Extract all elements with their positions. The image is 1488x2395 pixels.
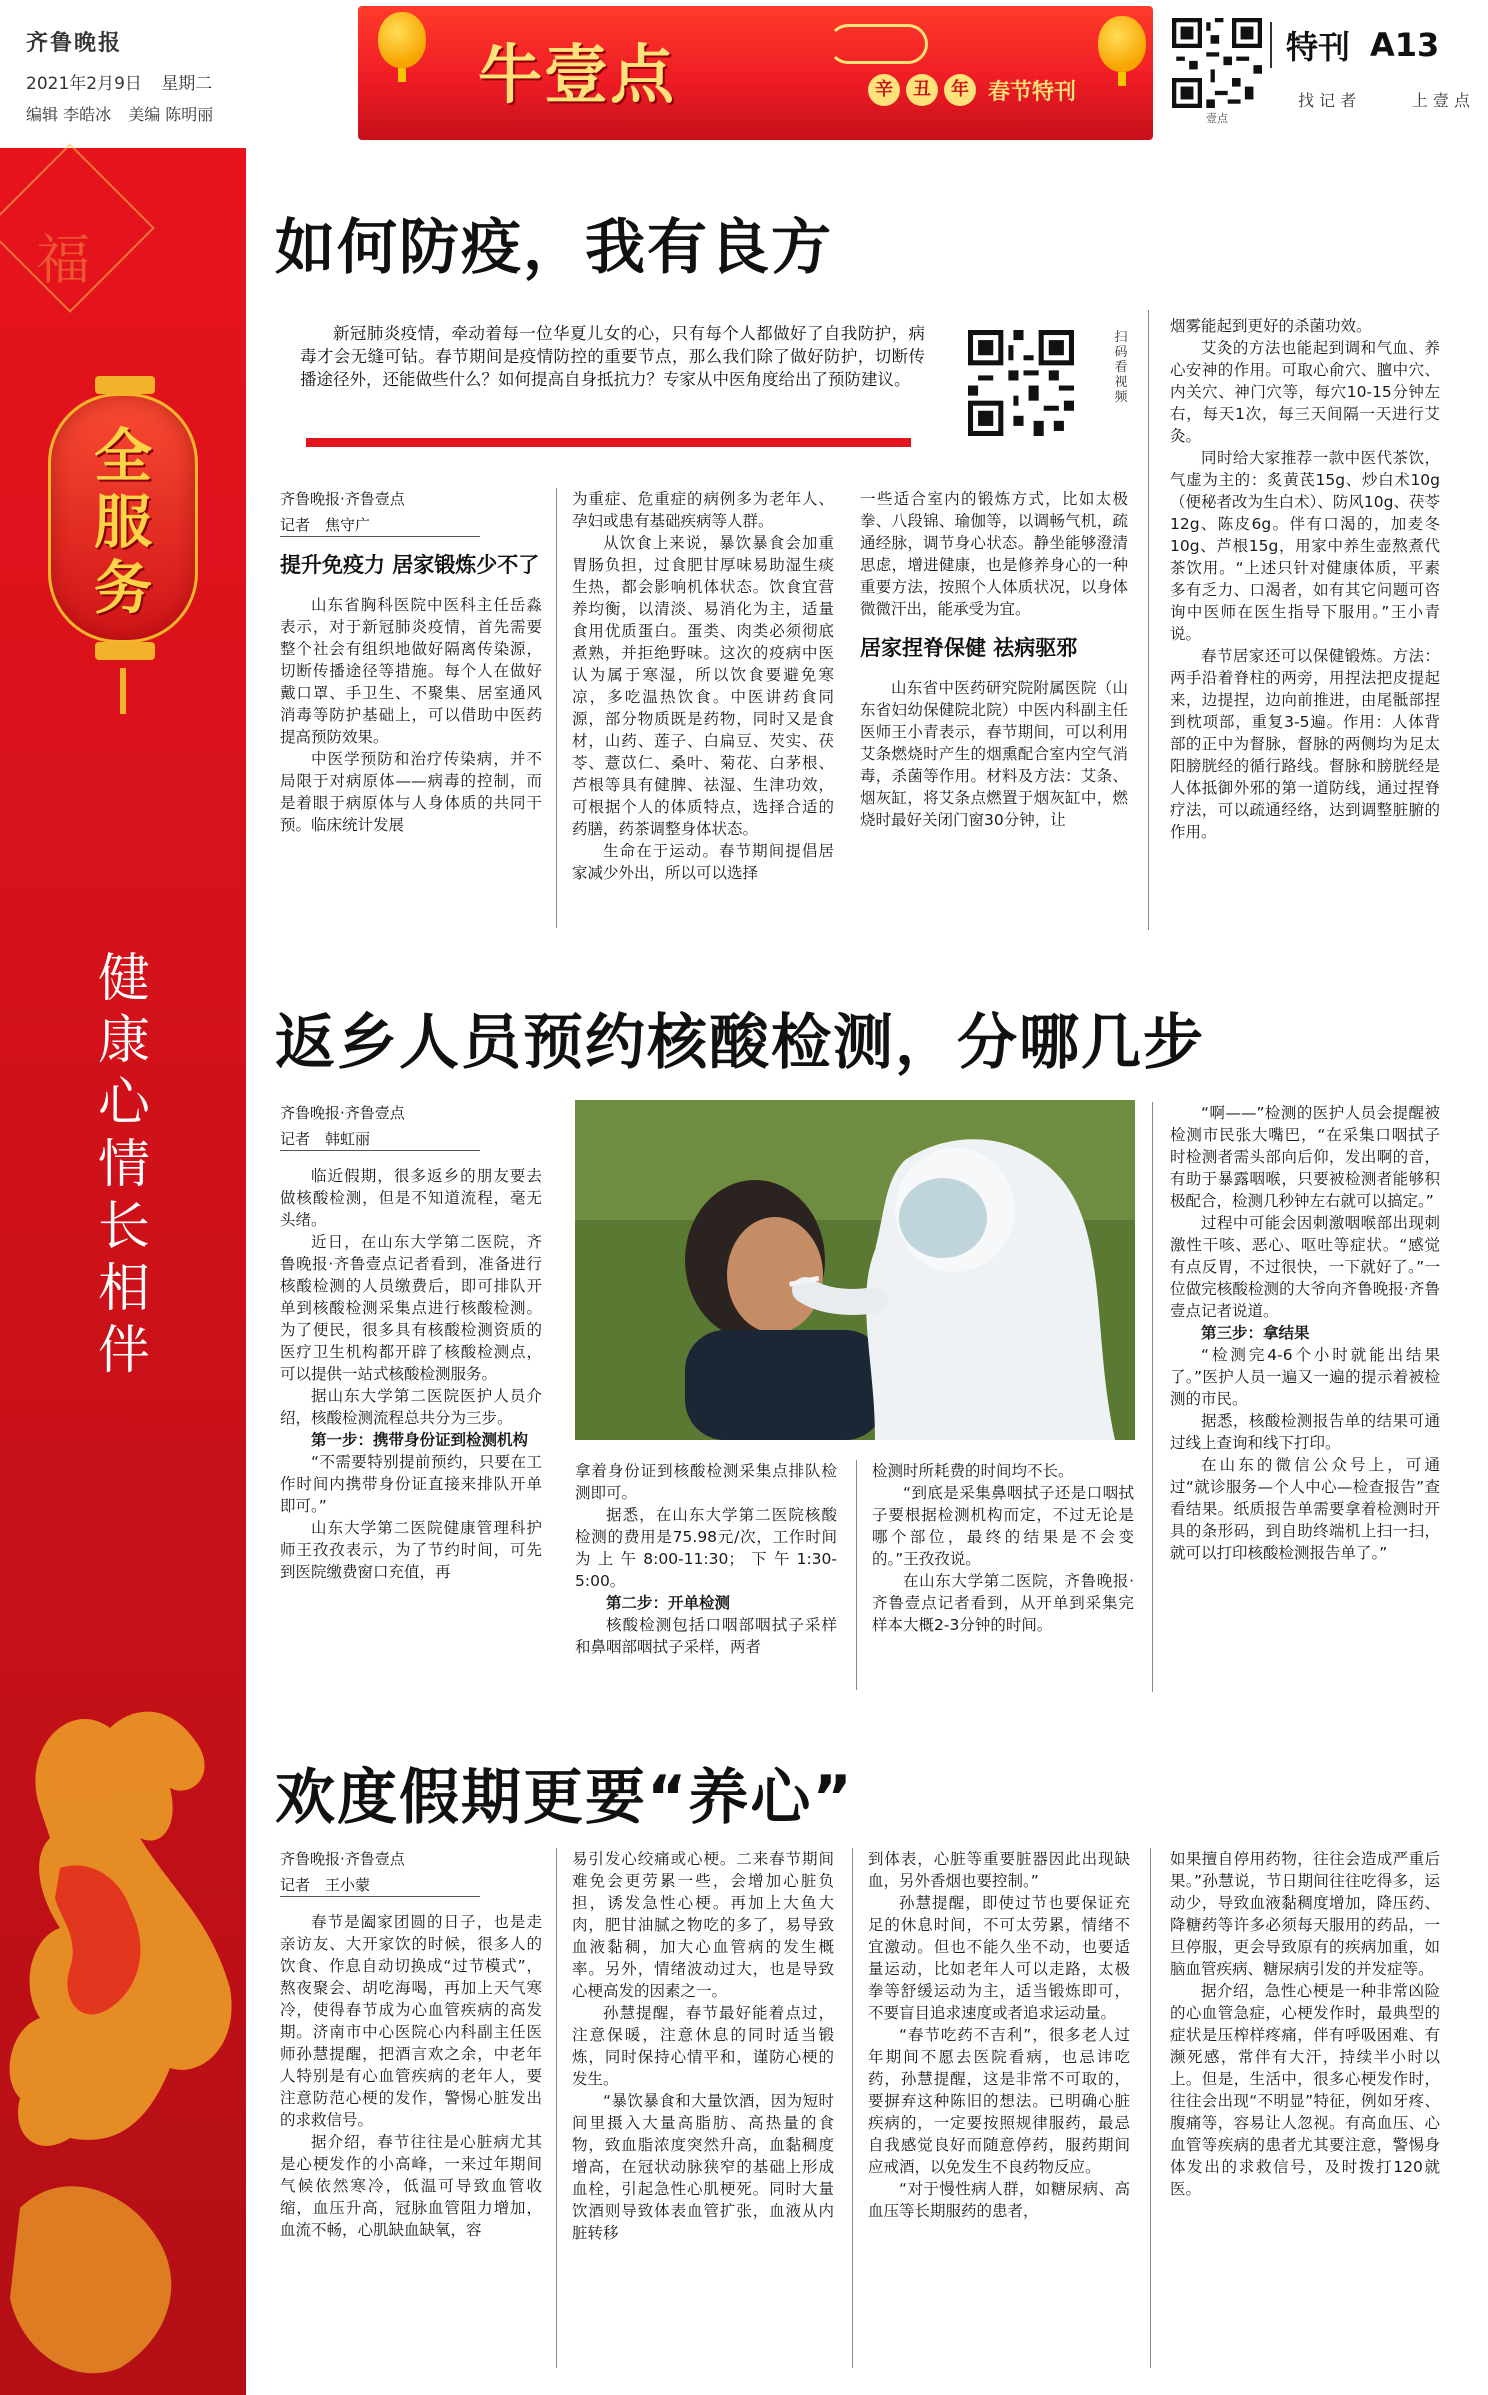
article2-col1 [280, 1102, 542, 1702]
paragraph: 在山东的微信公众号上，可通过“就诊服务—个人中心—检查报告”查看结果。纸质报告单需要拿着检测时开具的条形码，到自助终端机上扫一扫，就可以打印核酸检测报告单了。” [1170, 1456, 1440, 1562]
nucleic-acid-test-photo [575, 1100, 1135, 1440]
fu-ornament [0, 143, 155, 313]
banner-subtitle [868, 74, 1076, 106]
paragraph: “到底是采集鼻咽拭子还是口咽拭子要根据检测机构而定，不过无论是哪个部位，最终的结果是不会变的。”王孜孜说。 [872, 1484, 1134, 1568]
paragraph: 春节是阖家团圆的日子，也是走亲访友、大开家饮的时候，很多人的饮食、作息自动切换成“过节模式”，熬夜聚会、胡吃海喝，再加上天气寒冷，使得春节成为心血管疾病的高发期。济南市中心医院心内科副主任医师孙慧提醒，把酒言欢之余，中老年人特别是有心血管疾病的老年人，要注意防范心梗的发作，警惕心脏发出的求救信号。 [280, 1913, 542, 2129]
red-divider [306, 438, 911, 447]
date: 2021年2月9日 [26, 74, 142, 94]
find-reporter-app: 上 壹 点 [1411, 91, 1470, 110]
article3-col1 [280, 1848, 542, 2378]
byline: 齐鲁晚报·齐鲁壹点 [280, 1104, 405, 1122]
column-divider [1150, 1848, 1151, 2368]
paragraph: 在山东大学第二医院，齐鲁晚报·齐鲁壹点记者看到，从开单到采集完样本大概2-3分钟的时间。 [872, 1572, 1134, 1634]
paragraph: 孙慧提醒，春节最好能着点过，注意保暖，注意休息的同时适当锻炼，同时保持心情平和，谨防心梗的发生。 [572, 2004, 834, 2088]
article3-col4 [1170, 1848, 1440, 2378]
article2-col3 [872, 1460, 1134, 1700]
column-divider [556, 1848, 557, 2368]
paragraph: “暴饮暴食和大量饮酒，因为短时间里摄入大量高脂肪、高热量的食物，致血脂浓度突然升高，血黏稠度增高，在冠状动脉狭窄的基础上形成血栓，引起急性心肌梗死。同时大量饮酒则导致体表血管扩张，血液从内脏转移 [572, 2092, 834, 2242]
paragraph: 孙慧提醒，即使过节也要保证充足的休息时间，不可太劳累，情绪不宜激动。但也不能久坐不动，也要适量运动，比如老年人可以走路，太极拳等舒缓运动为主，适当锻炼即可，不要盲目追求速度或者追求运动量。 [868, 1894, 1130, 2022]
paragraph: 为重症、危重症的病例多为老年人、孕妇或患有基础疾病等人群。 [572, 490, 834, 530]
column-divider [852, 1848, 853, 2368]
find-reporter [1270, 88, 1470, 111]
page-number: A13 [1370, 26, 1440, 64]
paragraph: 山东省中医药研究院附属医院（山东省妇幼保健院北院）中医内科副主任医师王小青表示，春节期间，可以利用艾条燃烧时产生的烟熏配合室内空气消毒，杀菌等作用。材料及方法：艾条、烟灰缸，将艾条点燃置于烟灰缸中，燃烧时最好关闭门窗30分钟，让 [860, 679, 1128, 829]
article1-col1 [280, 488, 542, 958]
paragraph: 烟雾能起到更好的杀菌功效。 [1170, 317, 1372, 335]
paragraph: 到体表，心脏等重要脏器因此出现缺血，另外香烟也要控制。” [868, 1850, 1130, 1890]
qr-code-icon[interactable] [1172, 18, 1262, 108]
banner-subtitle-text: 春节特刊 [988, 79, 1077, 105]
column-divider [1152, 1102, 1153, 1692]
year-char: 丑 [906, 74, 938, 106]
headline: 返乡人员预约核酸检测，分哪几步 [275, 1008, 1205, 1078]
slogan: 健康心情长相伴 [97, 949, 150, 1381]
paragraph: 如果擅自停用药物，往往会造成严重后果。”孙慧说，节日期间往往吃得多，运动少，导致血液黏稠度增加，降压药、降糖药等许多必须每天服用的药品，一旦停服，更会导致原有的疾病加重，如脑血管疾病、糖尿病引发的并发症等。 [1170, 1850, 1440, 1978]
paragraph: 据悉，核酸检测报告单的结果可通过线上查询和线下打印。 [1170, 1412, 1440, 1452]
paragraph: 山东大学第二医院健康管理科护师王孜孜表示，为了节约时间，可先到医院缴费窗口充值，再 [280, 1519, 542, 1581]
step-title: 第三步：拿结果 [1201, 1324, 1310, 1342]
article1-col3 [860, 488, 1128, 958]
article3-col2 [572, 1848, 834, 2378]
weekday: 星期二 [161, 74, 213, 94]
lede: 新冠肺炎疫情，牵动着每一位华夏儿女的心，只有每个人都做好了自我防护，病毒才会无缝可钻。春节期间是疫情防控的重要节点，那么我们除了做好防护，切断传播途径外，还能做些什么？如何提高自身抵抗力？专家从中医角度给出了预防建议。 [300, 324, 925, 389]
paragraph: 检测时所耗费的时间均不长。 [872, 1462, 1074, 1480]
festival-banner [358, 6, 1153, 140]
qr-label: 扫码看视频 [1114, 330, 1128, 405]
tassel-icon [120, 668, 126, 714]
year-char: 年 [944, 74, 976, 106]
paragraph: 易引发心绞痛或心梗。二来春节期间难免会更劳累一些，会增加心脏负担，诱发急性心梗。再加上大鱼大肉，肥甘油腻之物吃的多了，易导致血液黏稠，加大心血管病的发生概率。另外，情绪波动过大，也是导致心梗高发的因素之一。 [572, 1850, 834, 2000]
banner-title: 牛壹点 [478, 38, 676, 113]
column-divider [856, 1460, 857, 1690]
paragraph: “不需要特别提前预约，只要在工作时间内携带身份证直接来排队开单即可。” [280, 1453, 542, 1515]
reporter-name: 记者 焦守广 [280, 514, 480, 537]
article3-col3 [868, 1848, 1130, 2378]
masthead [0, 0, 1488, 148]
article2-col2 [575, 1460, 837, 1700]
step-title: 第二步：开单检测 [606, 1594, 731, 1612]
section-info [1270, 22, 1470, 111]
paragraph: 艾灸的方法也能起到调和气血、养心安神的作用。可取心俞穴、膻中穴、内关穴、神门穴等，每穴10-15分钟左右，每天1次，每三天间隔一天进行艾灸。 [1170, 339, 1440, 445]
reporter-name: 记者 王小蒙 [280, 1874, 480, 1897]
paragraph: 一些适合室内的锻炼方式，比如太极拳、八段锦、瑜伽等，以调畅气机，疏通经脉，调节身心状态。静坐能够澄清思虑，增进健康，也是修养身心的一种重要方法，按照个人体质状况，以身体微微汗出，能承受为宜。 [860, 490, 1128, 618]
decorative-side-band [0, 148, 246, 2395]
byline: 齐鲁晚报·齐鲁壹点 [280, 490, 405, 508]
headline: 欢度假期更要“养心” [275, 1763, 854, 1833]
fu-char: 福 [36, 228, 91, 292]
issue-date [26, 69, 356, 94]
reporter-name: 记者 韩虹丽 [280, 1128, 480, 1151]
headline: 如何防疫，我有良方 [275, 213, 833, 283]
ox-papercut-icon [0, 1688, 246, 2388]
paragraph: 从饮食上来说，暴饮暴食会加重胃肠负担，过食肥甘厚味易助湿生痰生热，都会影响机体状态。饮食宜营养均衡，以清淡、易消化为主，适量食用优质蛋白。蛋类、肉类必须彻底煮熟，并拒绝野味。这次的疫病中医认为属于寒湿，所以饮食要避免寒凉，多吃温热饮食。中医讲药食同源，部分物质既是药物，同时又是食材，山药、莲子、白扁豆、芡实、茯苓、薏苡仁、桑叶、菊花、白茅根、芦根等具有健脾、祛湿、生津功效，可根据个人的体质特点，选择合适的药膳，药茶调整身体状态。 [572, 534, 834, 838]
paragraph: 据介绍，急性心梗是一种非常凶险的心血管急症，心梗发作时，最典型的症状是压榨样疼痛，伴有呼吸困难、有濒死感，常伴有大汗，持续半小时以上。但是，生活中，很多心梗发作时，往往会出现“不明显”特征，例如牙疼、腹痛等，容易让人忽视。有高血压、心血管等疾病的患者尤其要注意，警惕身体发出的求救信号，及时拨打120就医。 [1170, 1982, 1440, 2198]
section-row [1270, 22, 1470, 68]
section-name: 特刊 [1286, 28, 1351, 66]
article2-col4 [1170, 1102, 1440, 1702]
paragraph: 近日，在山东大学第二医院，齐鲁晚报·齐鲁壹点记者看到，准备进行核酸检测的人员缴费后，即可排队开单到核酸检测采集点进行核酸检测。为了便民，很多具有核酸检测资质的医疗卫生机构都开辟了核酸检测点，可以提供一站式核酸检测服务。 [280, 1233, 542, 1383]
paragraph: 中医学预防和治疗传染病，并不局限于对病原体——病毒的控制，而是着眼于病原体与人身体质的共同干预。临床统计发展 [280, 750, 542, 834]
paragraph: 山东省胸科医院中医科主任岳淼表示，对于新冠肺炎疫情，首先需要整个社会有组织地做好隔离传染源，切断传播途径等措施。每个人在做好戴口罩、手卫生、不聚集、居室通风消毒等防护基础上，可以借助中医药提高预防效果。 [280, 596, 542, 746]
paragraph: “检测完4-6个小时就能出结果了。”医护人员一遍又一遍的提示着被检测的市民。 [1170, 1346, 1440, 1408]
article1-col4 [1170, 315, 1440, 955]
reporter [280, 1128, 542, 1151]
year-char: 辛 [868, 74, 900, 106]
paper-name: 齐鲁晚报 [26, 30, 123, 56]
paragraph: 同时给大家推荐一款中医代茶饮，气虚为主的：炙黄芪15g、炒白术10g（便秘者改为生白术）、防风10g、茯苓12g、陈皮6g。伴有口渴的，加麦冬10g、芦根15g，用家中养生壶熬煮代茶饮用。“上述只针对健康体质，平素多有乏力、口渴者，如有其它问题可咨询中医师在医生指导下服用。”王小青说。 [1170, 449, 1440, 643]
paragraph: 生命在于运动。春节期间提倡居家减少外出，所以可以选择 [572, 842, 834, 882]
column-divider [556, 488, 557, 928]
paragraph: 拿着身份证到核酸检测采集点排队检测即可。 [575, 1462, 837, 1502]
cloud-ornament-icon [828, 24, 928, 64]
reporter [280, 514, 542, 537]
step-title: 第一步：携带身份证到检测机构 [311, 1431, 529, 1449]
paragraph: 据悉，在山东大学第二医院核酸检测的费用是75.98元/次，工作时间为上午8:00-11:30；下午1:30-5:00。 [575, 1506, 837, 1590]
paragraph: 春节居家还可以保健锻炼。方法：两手沿着脊柱的两旁，用捏法把皮提起来，边提捏，边向前推进，由尾骶部捏到枕项部，重复3-5遍。作用：人体背部的正中为督脉，督脉的两侧均为足太阳膀胱经的循行路线。督脉和膀胱经是人体抵御外邪的第一道防线，通过捏脊疗法，可以疏通经络，达到调整脏腑的作用。 [1170, 647, 1440, 841]
paragraph: 过程中可能会因刺激咽喉部出现刺激性干咳、恶心、呕吐等症状。“感觉有点反胃，不过很快，一下就好了。”一位做完核酸检测的大爷向齐鲁晚报·齐鲁壹点记者说道。 [1170, 1214, 1440, 1320]
lantern-icon [378, 12, 426, 68]
designer: 美编 陈明丽 [128, 105, 214, 124]
paragraph: “对于慢性病人群，如糖尿病、高血压等长期服药的患者， [868, 2180, 1130, 2220]
service-title: 全服务 [93, 422, 152, 622]
article1-col2 [572, 488, 834, 958]
subheading: 提升免疫力 居家锻炼少不了 [280, 553, 540, 577]
paragraph: 据山东大学第二医院医护人员介绍，核酸检测流程总共分为三步。 [280, 1387, 542, 1427]
paragraph: 临近假期，很多返乡的朋友要去做核酸检测，但是不知道流程，毫无头绪。 [280, 1167, 542, 1229]
byline: 齐鲁晚报·齐鲁壹点 [280, 1850, 405, 1868]
paragraph: “春节吃药不吉利”，很多老人过年期间不愿去医院看病，也忌讳吃药，孙慧提醒，这是非常不可取的，要摒弃这种陈旧的想法。已明确心脏疾病的，一定要按照规律服药，最忌自我感觉良好而随意停药，服药期间应戒酒，以免发生不良药物反应。 [868, 2026, 1130, 2176]
photo-illustration [575, 1100, 1135, 1440]
qr-caption: 壹点 [1206, 112, 1228, 125]
subheading: 居家捏脊保健 祛病驱邪 [860, 636, 1078, 660]
column-divider [1148, 310, 1149, 930]
find-reporter-label: 找 记 者 [1298, 91, 1357, 110]
paragraph: “啊——”检测的医护人员会提醒被检测市民张大嘴巴，“在采集口咽拭子时检测者需头部向后仰，发出啊的音，有助于暴露咽喉，只要被检测者能够积极配合，检测几秒钟左右就可以搞定。” [1170, 1104, 1440, 1210]
paragraph: 据介绍，春节往往是心脏病尤其是心梗发作的小高峰，一来过年期间气候依然寒冷，低温可导致血管收缩，血压升高，冠脉血管阻力增加，血流不畅，心肌缺血缺氧，容 [280, 2133, 542, 2239]
reporter [280, 1874, 542, 1897]
lantern-icon [1098, 16, 1146, 72]
paragraph: 核酸检测包括口咽部咽拭子采样和鼻咽部咽拭子采样，两者 [575, 1616, 837, 1656]
editors [26, 102, 356, 125]
masthead-info [26, 26, 356, 125]
editor: 编辑 李皓冰 [26, 105, 112, 124]
video-qr-code-icon[interactable] [968, 330, 1074, 436]
